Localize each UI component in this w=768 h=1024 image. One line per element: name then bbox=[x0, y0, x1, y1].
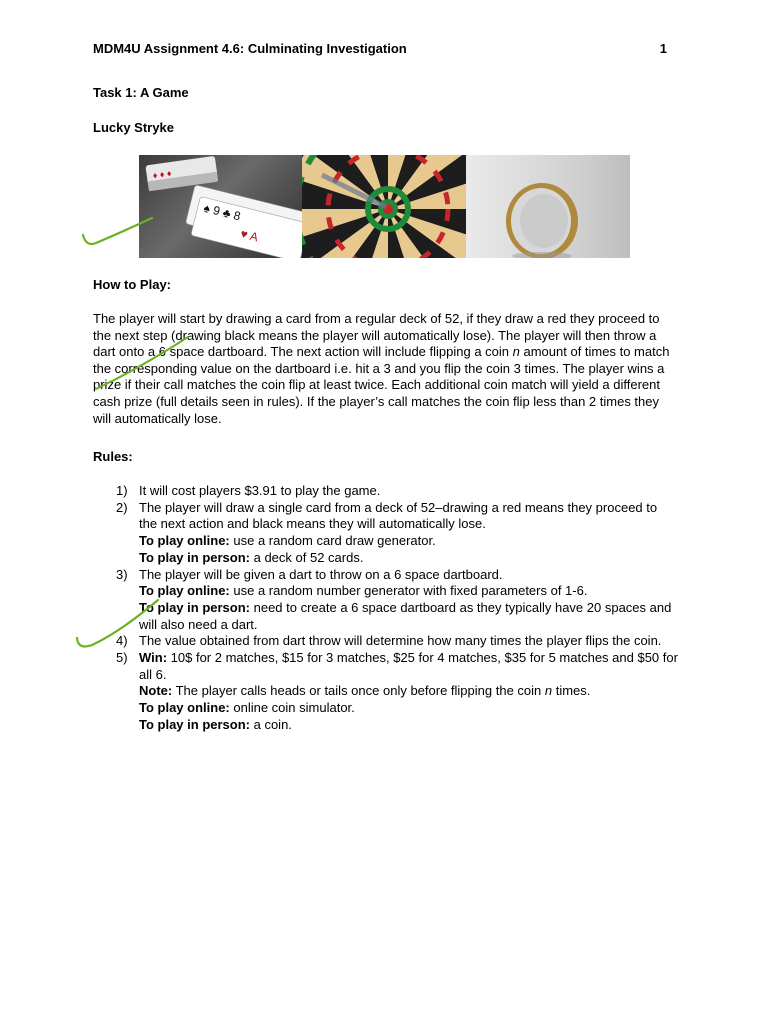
in-person-text: need to create a 6 space dartboard as they typically have 20 spaces and will also need a dart. bbox=[139, 599, 672, 632]
rule-item bbox=[93, 650, 678, 734]
rule-number: 4) bbox=[116, 633, 128, 649]
rule-number: 3) bbox=[116, 566, 128, 582]
document-title: MDM4U Assignment 4.6: Culminating Investigation bbox=[93, 41, 407, 56]
in-person-label: To play in person: bbox=[139, 716, 250, 732]
paragraph-text: amount of times to match the corresponding value on the dartboard i.e. hit a 3 and you flip the coin 3 times. The player wins a prize if their call matches the coin flip at least twice. Each additional coin match will yield a different cash prize (full details seen in rules). If the player’s call matches the coin flip less than 2 times they will automatically lose. bbox=[93, 344, 670, 426]
win-label: Win: bbox=[139, 650, 168, 666]
online-label: To play online: bbox=[139, 583, 230, 599]
rule-online bbox=[139, 533, 678, 550]
rule-item bbox=[93, 633, 678, 650]
rule-item bbox=[93, 567, 678, 634]
variable-n: n bbox=[512, 344, 520, 360]
rules-list bbox=[93, 483, 678, 734]
svg-text:♦ ♦ ♦: ♦ ♦ ♦ bbox=[152, 168, 173, 181]
rule-item bbox=[93, 483, 678, 500]
playing-cards-photo bbox=[139, 155, 302, 258]
online-text: use a random number generator with fixed parameters of 1-6. bbox=[229, 583, 588, 599]
page-header bbox=[93, 41, 667, 56]
how-to-play-paragraph bbox=[93, 311, 678, 427]
rule-number: 2) bbox=[116, 499, 128, 515]
online-label: To play online: bbox=[139, 700, 230, 716]
in-person-text: a coin. bbox=[250, 716, 292, 732]
in-person-label: To play in person: bbox=[139, 549, 250, 565]
game-name: Lucky Stryke bbox=[93, 120, 174, 135]
task-title: Task 1: A Game bbox=[93, 85, 189, 100]
rules-heading: Rules: bbox=[93, 449, 133, 464]
coin-photo bbox=[466, 155, 630, 258]
rule-number: 1) bbox=[116, 483, 128, 498]
rule-in-person bbox=[139, 600, 678, 633]
note-text: The player calls heads or tails once only before flipping the coin bbox=[172, 683, 545, 699]
paragraph-text: The player will start by drawing a card from a regular deck of 52, if they draw a red they proceed to the next step (drawing black means the player will automatically lose). The player will then throw a dart onto a 6 space dartboard. The next action will include flipping a coin bbox=[93, 311, 660, 360]
note-text: times. bbox=[552, 683, 591, 699]
rule-online bbox=[139, 700, 678, 717]
variable-n: n bbox=[544, 683, 553, 699]
rule-online bbox=[139, 583, 678, 600]
rule-number: 5) bbox=[116, 650, 128, 666]
in-person-text: a deck of 52 cards. bbox=[250, 549, 364, 565]
in-person-label: To play in person: bbox=[139, 599, 250, 615]
online-label: To play online: bbox=[139, 533, 230, 549]
rule-note bbox=[139, 683, 678, 700]
rule-in-person bbox=[139, 550, 678, 567]
svg-text:♠ 9 ♣ 8: ♠ 9 ♣ 8 bbox=[202, 200, 243, 224]
how-to-play-heading: How to Play: bbox=[93, 277, 172, 292]
page-number: 1 bbox=[659, 41, 667, 56]
dartboard-photo bbox=[302, 155, 466, 258]
rule-text: The value obtained from dart throw will determine how many times the player flips the coin. bbox=[139, 633, 662, 649]
image-strip bbox=[139, 155, 630, 258]
rule-in-person bbox=[139, 717, 678, 734]
rule-text: The player will be given a dart to throw on a 6 space dartboard. bbox=[139, 566, 503, 582]
online-text: use a random card draw generator. bbox=[229, 533, 436, 549]
rule-text: The player will draw a single card from a deck of 52–drawing a red means they proceed to the next action and black means they will automatically lose. bbox=[139, 499, 658, 532]
rule-item bbox=[93, 500, 678, 567]
online-text: online coin simulator. bbox=[229, 700, 355, 716]
win-text: 10$ for 2 matches, $15 for 3 matches, $25 for 4 matches, $35 for 5 matches and $50 for all 6. bbox=[139, 650, 678, 682]
note-label: Note: bbox=[139, 683, 173, 699]
rule-text: It will cost players $3.91 to play the game. bbox=[139, 483, 381, 498]
svg-text:♥ A: ♥ A bbox=[239, 226, 260, 245]
